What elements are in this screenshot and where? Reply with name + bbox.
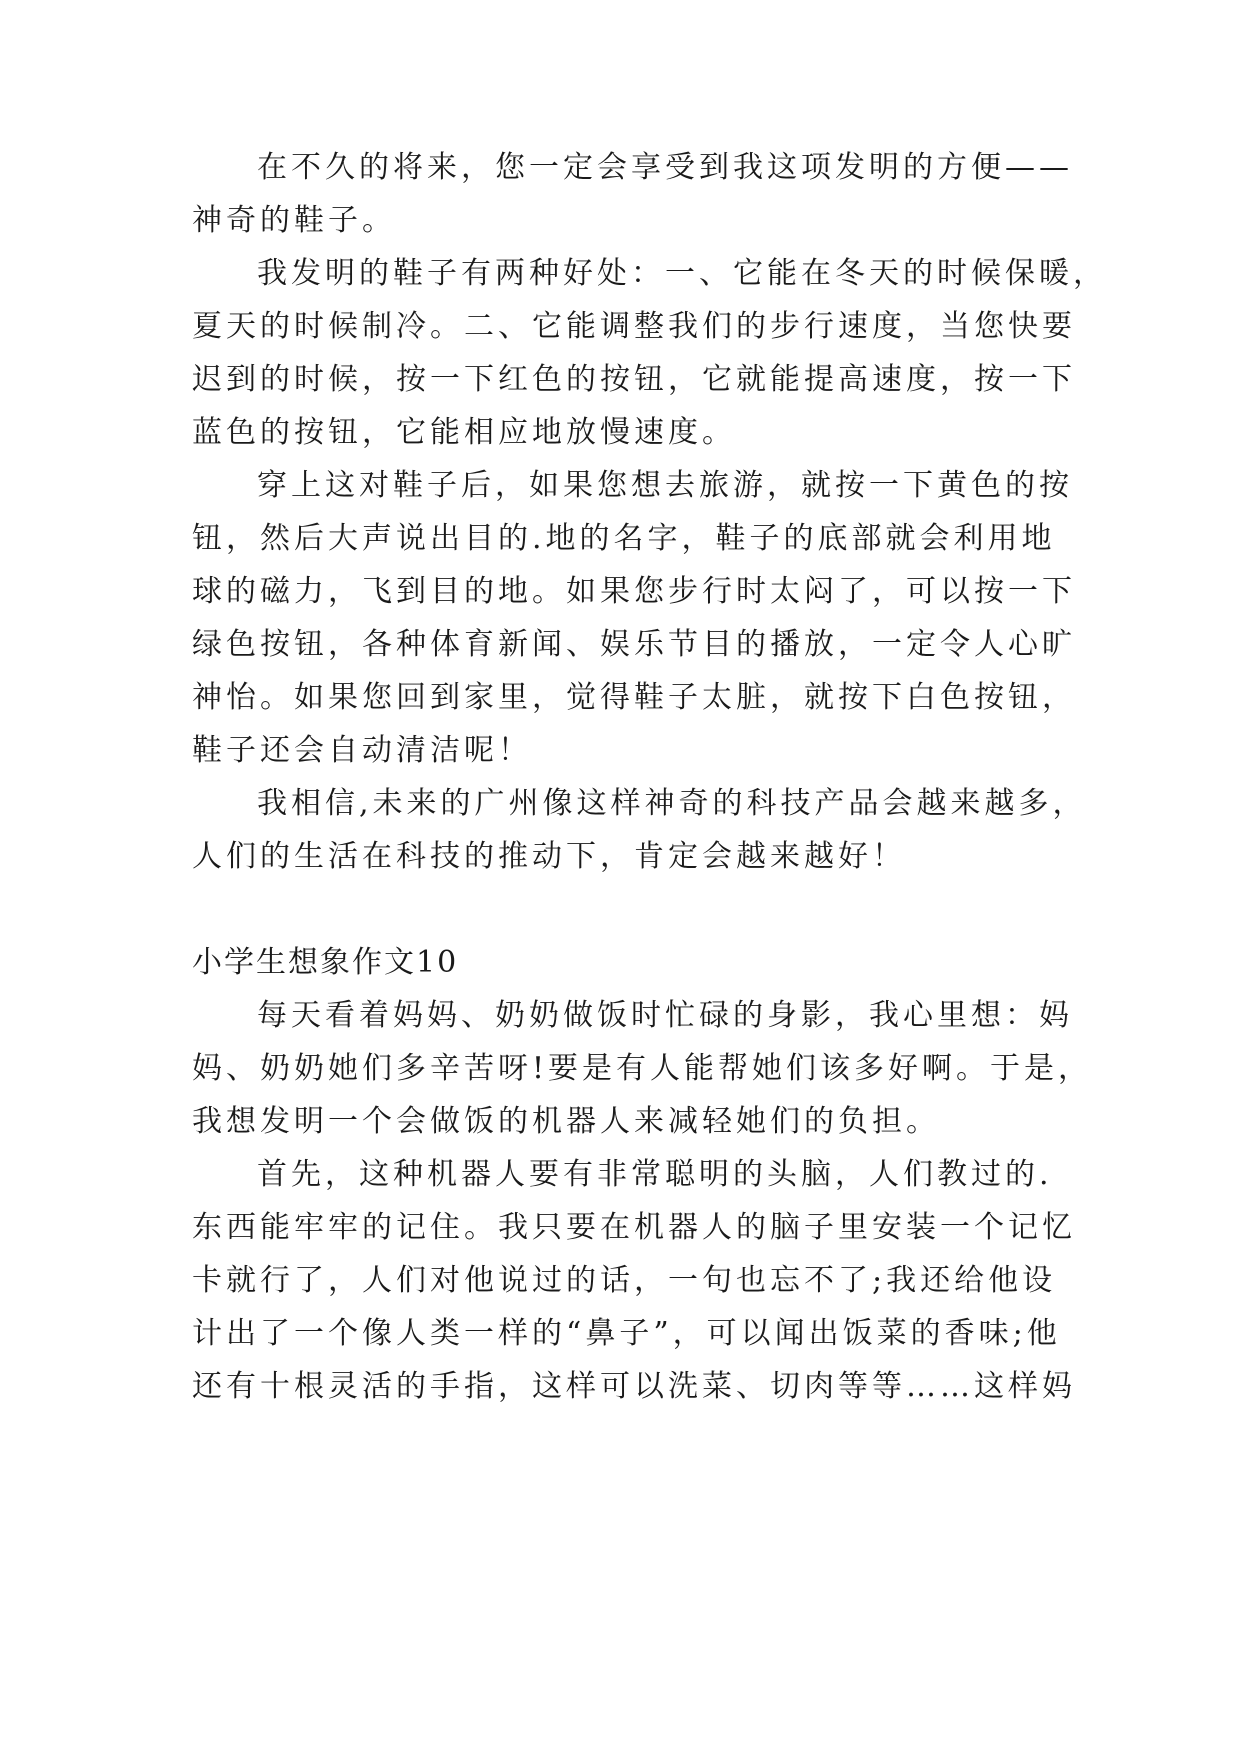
paragraph-line: 夏天的时候制冷。二、它能调整我们的步行速度，当您快要 — [192, 309, 1076, 344]
paragraph-line: 球的磁力，飞到目的地。如果您步行时太闷了，可以按一下 — [192, 574, 1076, 609]
paragraph-line: 神怡。如果您回到家里，觉得鞋子太脏，就按下白色按钮， — [192, 680, 1076, 715]
paragraph-line: 妈、奶奶她们多辛苦呀!要是有人能帮她们该多好啊。于是， — [192, 1051, 1093, 1086]
paragraph-line: 绿色按钮，各种体育新闻、娱乐节目的播放，一定令人心旷 — [192, 627, 1076, 662]
paragraph-line: 我想发明一个会做饭的机器人来减轻她们的负担。 — [192, 1104, 940, 1139]
paragraph-line: 我发明的鞋子有两种好处：一、它能在冬天的时候保暖， — [257, 256, 1107, 291]
paragraph-line: 首先，这种机器人要有非常聪明的头脑，人们教过的. — [257, 1157, 1053, 1192]
paragraph-line: 还有十根灵活的手指，这样可以洗菜、切肉等等……这样妈 — [192, 1369, 1076, 1404]
paragraph-line: 钮，然后大声说出目的.地的名字，鞋子的底部就会利用地 — [192, 521, 1056, 556]
paragraph-line: 神奇的鞋子。 — [192, 203, 396, 238]
paragraph-line: 在不久的将来，您一定会享受到我这项发明的方便—— — [257, 150, 1073, 185]
section-heading: 小学生想象作文10 — [192, 945, 459, 980]
paragraph-line: 计出了一个像人类一样的“鼻子”，可以闻出饭菜的香味;他 — [192, 1316, 1061, 1351]
paragraph-line: 每天看着妈妈、奶奶做饭时忙碌的身影，我心里想：妈 — [257, 998, 1073, 1033]
paragraph-line: 鞋子还会自动清洁呢！ — [192, 733, 532, 768]
paragraph-line: 蓝色的按钮，它能相应地放慢速度。 — [192, 415, 736, 450]
paragraph-line: 穿上这对鞋子后，如果您想去旅游，就按一下黄色的按 — [257, 468, 1073, 503]
paragraph-line: 迟到的时候，按一下红色的按钮，它就能提高速度，按一下 — [192, 362, 1076, 397]
paragraph-line: 东西能牢牢的记住。我只要在机器人的脑子里安装一个记忆 — [192, 1210, 1076, 1245]
paragraph-line: 卡就行了，人们对他说过的话，一句也忘不了;我还给他设 — [192, 1263, 1057, 1298]
paragraph-line: 人们的生活在科技的推动下，肯定会越来越好！ — [192, 839, 906, 874]
paragraph-line: 我相信,未来的广州像这样神奇的科技产品会越来越多， — [257, 786, 1087, 821]
